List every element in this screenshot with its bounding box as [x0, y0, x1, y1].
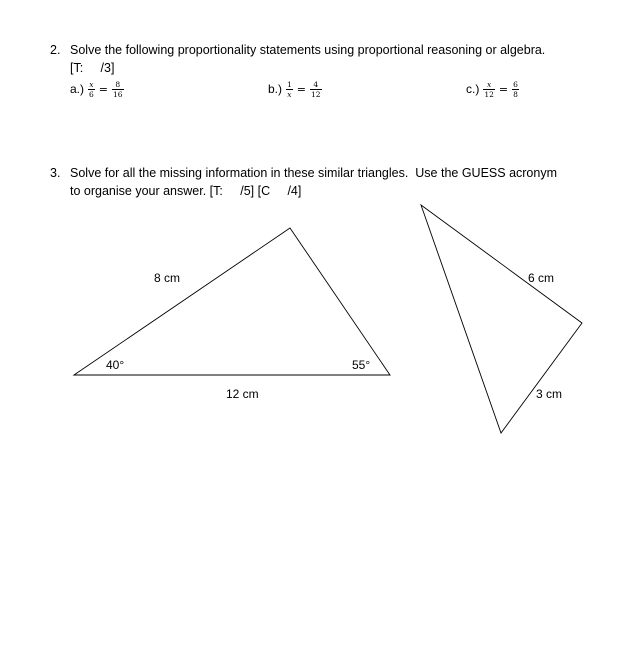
q2-marks: [T: /3]: [70, 61, 115, 75]
triangle1-angle-left-label: 40°: [106, 358, 125, 372]
q3-number: 3.: [50, 166, 61, 180]
numerator: x: [89, 79, 94, 89]
triangle2-side-bottom-label: 3 cm: [536, 387, 563, 401]
part-label: b.): [268, 82, 283, 96]
triangle1-side-left-label: 8 cm: [154, 271, 181, 285]
q2-text: Solve the following proportionality statements using proportional reasoning or algebra.: [70, 43, 546, 57]
triangle2-side-top-label: 6 cm: [528, 271, 555, 285]
equals-sign: =: [296, 82, 307, 96]
numerator: x: [487, 79, 492, 89]
denominator: 12: [311, 89, 321, 99]
numerator: 6: [513, 79, 518, 89]
part-label: a.): [70, 82, 85, 96]
equals-sign: =: [498, 82, 509, 96]
denominator: x: [287, 89, 292, 99]
q3-line1: Solve for all the missing information in these similar triangles. Use the GUESS acronym: [70, 166, 557, 180]
denominator: 16: [113, 89, 123, 99]
numerator: 4: [313, 79, 319, 89]
part-label: c.): [466, 82, 480, 96]
numerator: 8: [115, 79, 121, 89]
q3-line2: to organise your answer. [T: /5] [C /4]: [70, 184, 302, 198]
denominator: 6: [89, 89, 94, 99]
denominator: 8: [513, 89, 518, 99]
triangle1-base-label: 12 cm: [226, 387, 259, 401]
numerator: 1: [287, 79, 292, 89]
triangle-1: [74, 228, 390, 375]
q2-number: 2.: [50, 43, 61, 57]
denominator: 12: [484, 89, 494, 99]
triangle1-angle-right-label: 55°: [352, 358, 371, 372]
equals-sign: =: [98, 82, 109, 96]
